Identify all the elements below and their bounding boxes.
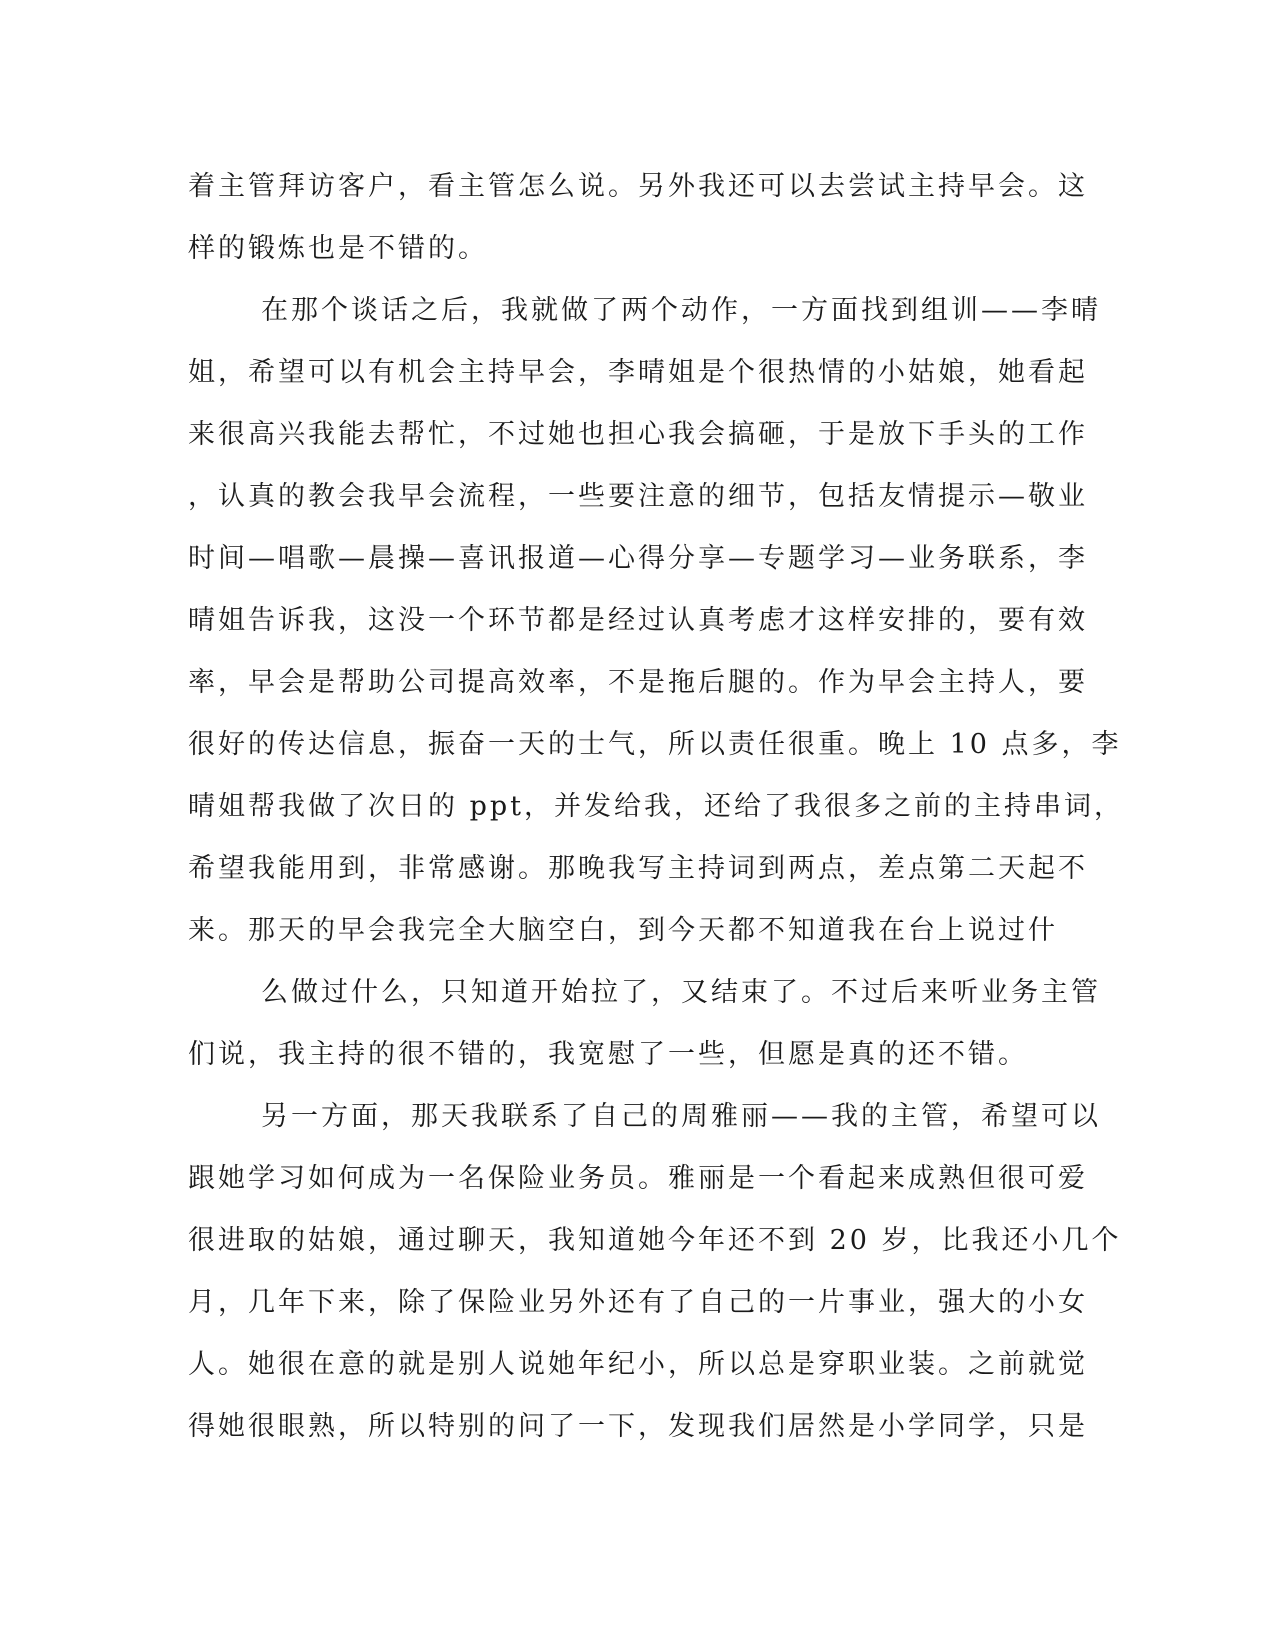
text-line: 希望我能用到，非常感谢。那晚我写主持词到两点，差点第二天起不	[188, 853, 1088, 884]
text-line: 很好的传达信息，振奋一天的士气，所以责任很重。晚上 10 点多，李	[188, 729, 1122, 760]
text-line: 晴姐告诉我，这没一个环节都是经过认真考虑才这样安排的，要有效	[188, 605, 1088, 636]
text-line: 姐，希望可以有机会主持早会，李晴姐是个很热情的小姑娘，她看起	[188, 357, 1088, 388]
text-line: 样的锻炼也是不错的。	[188, 233, 488, 264]
text-line: ，认真的教会我早会流程，一些要注意的细节，包括友情提示—敬业	[188, 481, 1088, 512]
text-line: 人。她很在意的就是别人说她年纪小，所以总是穿职业装。之前就觉	[188, 1349, 1088, 1380]
text-line: 时间—唱歌—晨操—喜讯报道—心得分享—专题学习—业务联系，李	[188, 543, 1088, 574]
text-line: 跟她学习如何成为一名保险业务员。雅丽是一个看起来成熟但很可爱	[188, 1163, 1088, 1194]
text-line: 们说，我主持的很不错的，我宽慰了一些，但愿是真的还不错。	[188, 1039, 1028, 1070]
text-line: 得她很眼熟，所以特别的问了一下，发现我们居然是小学同学，只是	[188, 1411, 1088, 1442]
text-line: 来很高兴我能去帮忙，不过她也担心我会搞砸，于是放下手头的工作	[188, 419, 1088, 450]
paragraph-start-line: 在那个谈话之后，我就做了两个动作，一方面找到组训——李晴	[261, 295, 1101, 326]
text-line: 率，早会是帮助公司提高效率，不是拖后腿的。作为早会主持人，要	[188, 667, 1088, 698]
text-line: 晴姐帮我做了次日的 ppt，并发给我，还给了我很多之前的主持串词，	[188, 791, 1124, 822]
text-line: 着主管拜访客户，看主管怎么说。另外我还可以去尝试主持早会。这	[188, 171, 1088, 202]
document-body	[188, 156, 1124, 1458]
paragraph-start-line: 么做过什么，只知道开始拉了，又结束了。不过后来听业务主管	[261, 977, 1101, 1008]
paragraph-start-line: 另一方面，那天我联系了自己的周雅丽——我的主管，希望可以	[261, 1101, 1101, 1132]
text-line: 月，几年下来，除了保险业另外还有了自己的一片事业，强大的小女	[188, 1287, 1088, 1318]
text-line: 来。那天的早会我完全大脑空白，到今天都不知道我在台上说过什	[188, 915, 1058, 946]
text-line: 很进取的姑娘，通过聊天，我知道她今年还不到 20 岁，比我还小几个	[188, 1225, 1122, 1256]
